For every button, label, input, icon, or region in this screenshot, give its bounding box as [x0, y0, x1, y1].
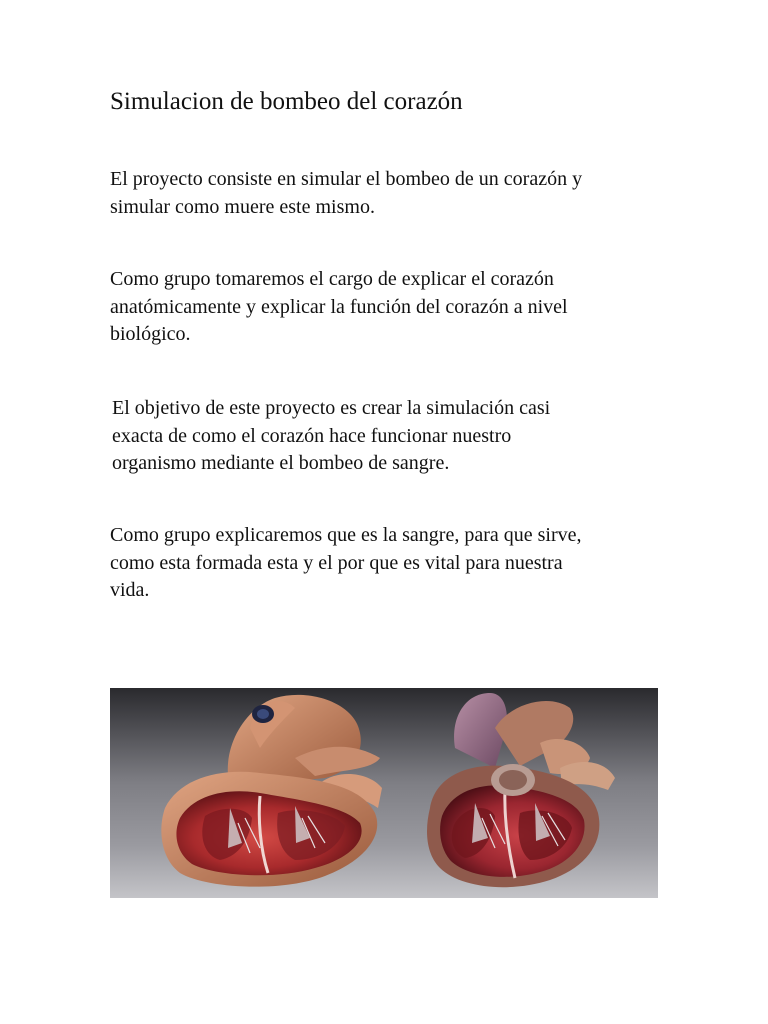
- text-line: vida.: [110, 579, 150, 601]
- text-line: organismo mediante el bombeo de sangre.: [112, 452, 450, 474]
- page-title: Simulacion de bombeo del corazón: [110, 88, 463, 115]
- paragraph-objective: [112, 395, 672, 478]
- paragraph-group-role: [110, 266, 670, 349]
- text-line: Como grupo explicaremos que es la sangre, para que sirve,: [110, 524, 582, 546]
- text-line: como esta formada esta y el por que es vital para nuestra: [110, 551, 563, 574]
- text-line: anatómicamente y explicar la función del corazón a nivel: [110, 295, 568, 318]
- text-line: simular como muere este mismo.: [110, 195, 375, 218]
- heart-anatomy-image: [110, 688, 658, 898]
- text-line: exacta de como el corazón hace funcionar nuestro: [112, 424, 512, 447]
- paragraph-blood-explanation: [110, 522, 670, 605]
- text-line: biológico.: [110, 323, 191, 345]
- heart-anatomy-icon: [110, 688, 658, 898]
- paragraph-project-description: [110, 166, 670, 221]
- text-line: El objetivo de este proyecto es crear la simulación casi: [112, 397, 551, 419]
- text-line: Como grupo tomaremos el cargo de explicar el corazón: [110, 268, 554, 290]
- text-line: El proyecto consiste en simular el bombeo de un corazón y: [110, 168, 583, 190]
